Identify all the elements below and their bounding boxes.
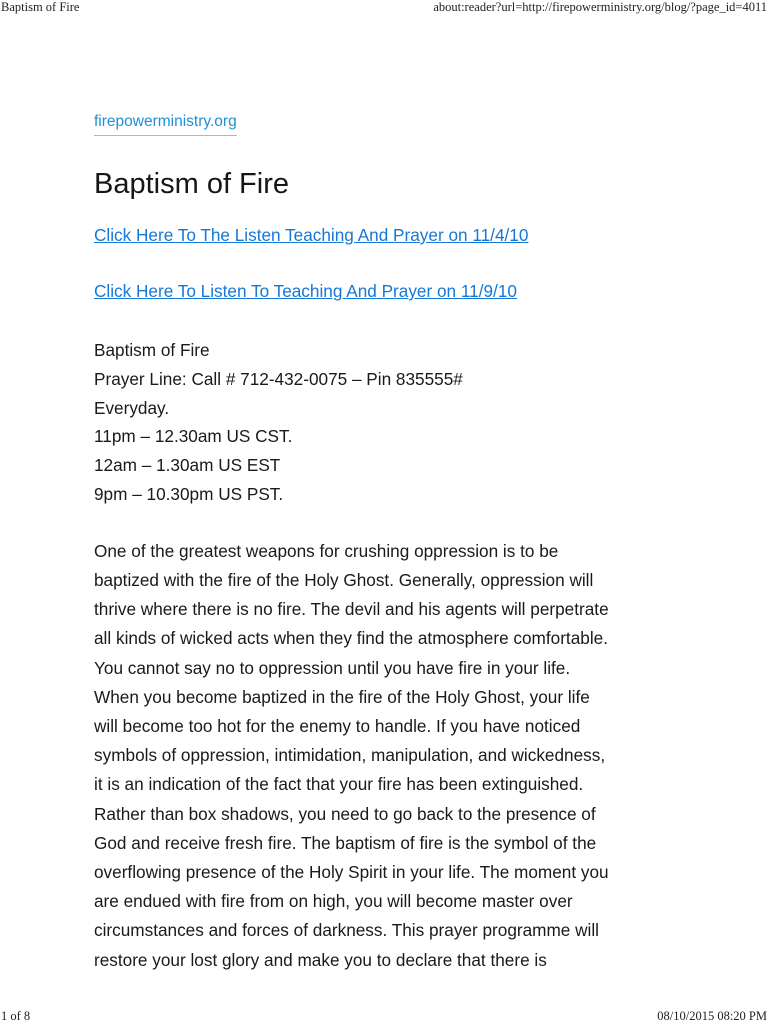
reader-article [94, 112, 684, 975]
info-line: Everyday. [94, 397, 170, 418]
body-line: all kinds of wicked acts when they find the atmosphere comfortable. [94, 628, 608, 649]
body-line: You cannot say no to oppression until you have fire in your life. [94, 657, 571, 678]
body-line: symbols of oppression, intimidation, manipulation, and wickedness, [94, 745, 606, 766]
prayer-line-info [94, 336, 684, 509]
body-line: will become too hot for the enemy to handle. If you have noticed [94, 716, 581, 736]
info-line: 12am – 1.30am US EST [94, 455, 281, 476]
print-header [0, 0, 768, 14]
print-timestamp: 08/10/2015 08:20 PM [657, 1009, 767, 1023]
body-line: restore your lost glory and make you to declare that there is [94, 949, 547, 970]
info-line: Prayer Line: Call # 712-432-0075 – Pin 835555# [94, 368, 463, 389]
info-line: 9pm – 10.30pm US PST. [94, 483, 284, 504]
body-line: Rather than box shadows, you need to go back to the presence of [94, 803, 596, 824]
body-line: God and receive fresh fire. The baptism of fire is the symbol of the [94, 832, 597, 853]
body-line: are endued with fire from on high, you will become master over [94, 891, 573, 912]
teaching-link-11-4-10[interactable]: Click Here To The Listen Teaching And Prayer on 11/4/10 [94, 225, 529, 245]
body-line: circumstances and forces of darkness. This prayer programme will [94, 920, 599, 941]
info-line: 11pm – 12.30am US CST. [94, 426, 293, 447]
body-line: baptized with the fire of the Holy Ghost. Generally, oppression will [94, 569, 594, 590]
body-line: it is an indication of the fact that your fire has been extinguished. [94, 774, 584, 795]
article-title: Baptism of Fire [94, 168, 289, 200]
print-header-title: Baptism of Fire [1, 0, 80, 14]
page-count: 1 of 8 [1, 1009, 31, 1023]
article-body-paragraph [94, 537, 684, 975]
print-footer [0, 1009, 768, 1023]
body-line: One of the greatest weapons for crushing oppression is to be [94, 540, 559, 561]
body-line: overflowing presence of the Holy Spirit in your life. The moment you [94, 862, 609, 883]
source-domain-link[interactable]: firepowerministry.org [94, 112, 237, 136]
body-line: When you become baptized in the fire of the Holy Ghost, your life [94, 686, 590, 707]
print-header-url: about:reader?url=http://firepowerministry.org/blog/?page_id=4011 [433, 0, 767, 14]
info-line: Baptism of Fire [94, 340, 210, 360]
body-line: thrive where there is no fire. The devil and his agents will perpetrate [94, 599, 609, 620]
teaching-link-11-9-10[interactable]: Click Here To Listen To Teaching And Prayer on 11/9/10 [94, 281, 517, 301]
